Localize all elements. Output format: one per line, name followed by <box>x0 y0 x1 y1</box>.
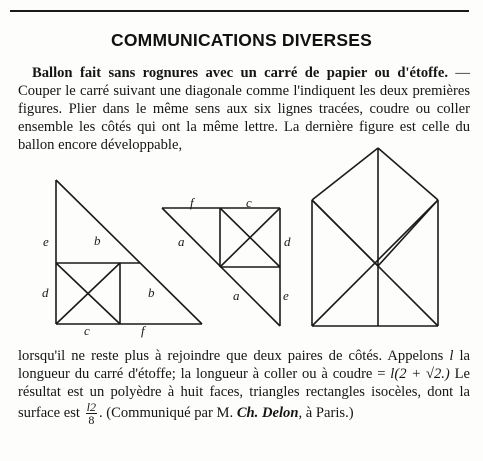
fig2-label-a2: a <box>233 288 240 303</box>
author-name: Ch. Delon <box>236 404 299 421</box>
figure-2-labels <box>178 195 291 303</box>
paragraph-2-text-3: Le résultat est un polyèdre à huit faces, triangles rectangles isocèles, dont la surface est <box>18 366 471 421</box>
fig1-label-e: e <box>43 234 49 249</box>
paragraph-2-text-1: lorsqu'il ne reste plus à rejoindre que deux paires de côtés. Appelons <box>18 348 450 364</box>
fraction-numerator: l2 <box>86 400 96 414</box>
fig1-label-c: c <box>84 323 90 338</box>
paragraph-2-text-5: , à Paris.) <box>298 404 354 421</box>
figure-2-triangle <box>162 208 280 326</box>
fig2-label-d: d <box>284 234 291 249</box>
fig1-label-b2: b <box>148 285 155 300</box>
fig1-label-d: d <box>42 285 49 300</box>
fig2-label-e: e <box>283 288 289 303</box>
paragraph-1-body: — Couper le carré suivant une diagonale comme l'indiquent les deux premières figures. Plier dans le même sens aux six lignes tracées, coudre ou coller ensemble les côtés qui ont la même lettre. La dernière figure est celle du ballon encore développable, <box>18 65 470 153</box>
formula-length: l(2 + √2.) <box>390 366 450 382</box>
figure-3-balloon <box>312 148 438 326</box>
fraction-denominator: 8 <box>88 413 95 427</box>
area-fraction <box>86 401 97 426</box>
paragraph-2-text-4: . (Communiqué par M. <box>98 404 237 421</box>
figure-1-triangle <box>56 180 202 324</box>
fig2-label-f: f <box>190 195 194 210</box>
paragraph-2-text-2: la longueur du carré d'étoffe; la longueur à coller ou à coudre = <box>18 348 470 382</box>
variable-l: l <box>449 348 454 364</box>
article-title: Ballon fait sans rognures avec un carré de papier ou d'étoffe. <box>32 65 448 81</box>
fig2-label-a: a <box>178 234 185 249</box>
fig1-label-b: b <box>94 233 101 248</box>
paragraph-2 <box>18 347 470 426</box>
fig1-label-f: f <box>141 323 145 338</box>
fig2-label-c: c <box>246 195 252 210</box>
section-heading: COMMUNICATIONS DIVERSES <box>111 30 372 50</box>
